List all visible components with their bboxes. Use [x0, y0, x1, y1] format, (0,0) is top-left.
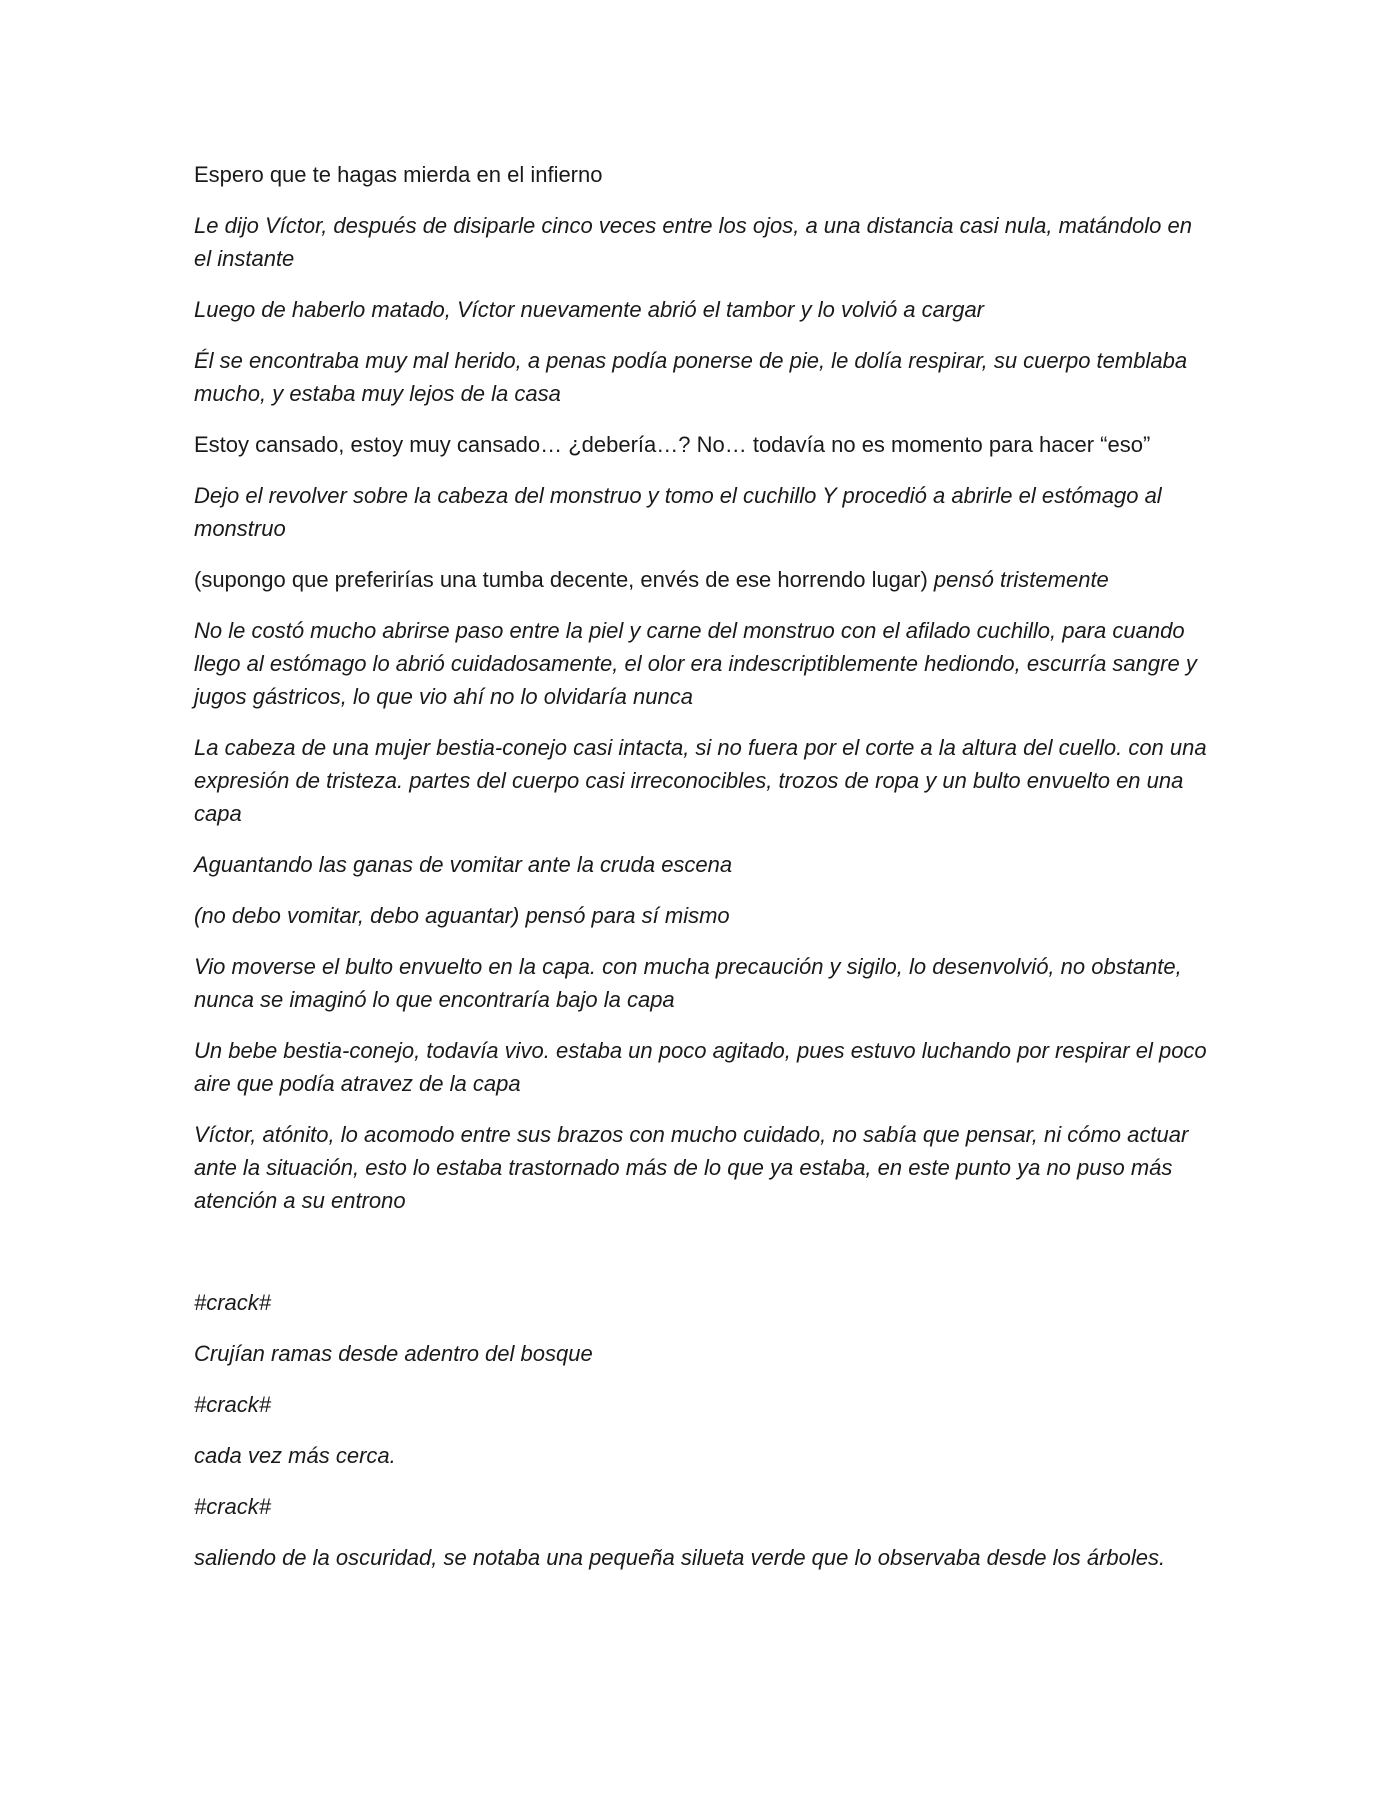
paragraph: Luego de haberlo matado, Víctor nuevamente abrió el tambor y lo volvió a cargar [194, 297, 985, 322]
paragraph: Espero que te hagas mierda en el infierno [194, 162, 603, 187]
paragraph: Un bebe bestia-conejo, todavía vivo. estaba un poco agitado, pues estuvo luchando por respirar el poco aire que podía atravez de la capa [194, 1038, 1207, 1096]
paragraph: cada vez más cerca. [194, 1443, 396, 1468]
paragraph: Vio moverse el bulto envuelto en la capa. con mucha precaución y sigilo, lo desenvolvió, no obstante, nunca se imaginó lo que encontraría bajo la capa [194, 954, 1182, 1012]
paragraph: #crack# [194, 1290, 272, 1315]
paragraph: Víctor, atónito, lo acomodo entre sus brazos con mucho cuidado, no sabía que pensar, ni cómo actuar ante la situación, esto lo estaba trastornado más de lo que ya estaba, en este punto ya no puso más atención a su entrono [194, 1122, 1189, 1213]
paragraph-normal-part: (supongo que preferirías una tumba decente, envés de ese horrendo lugar) [194, 567, 934, 592]
paragraph: Estoy cansado, estoy muy cansado… ¿debería…? No… todavía no es momento para hacer “eso” [194, 432, 1151, 457]
paragraph: Él se encontraba muy mal herido, a penas podía ponerse de pie, le dolía respirar, su cuerpo temblaba mucho, y estaba muy lejos de la casa [194, 348, 1188, 406]
mixed-paragraph [194, 563, 1214, 596]
document-body [194, 158, 1214, 1592]
paragraph: Aguantando las ganas de vomitar ante la cruda escena [194, 852, 733, 877]
paragraph: #crack# [194, 1392, 272, 1417]
paragraph: (no debo vomitar, debo aguantar) pensó para sí mismo [194, 903, 730, 928]
blank-line [194, 1235, 1214, 1286]
paragraph: Le dijo Víctor, después de disiparle cinco veces entre los ojos, a una distancia casi nula, matándolo en el instante [194, 213, 1192, 271]
paragraph: Dejo el revolver sobre la cabeza del monstruo y tomo el cuchillo Y procedió a abrirle el estómago al monstruo [194, 483, 1162, 541]
paragraph: La cabeza de una mujer bestia-conejo casi intacta, si no fuera por el corte a la altura del cuello. con una expresión de tristeza. partes del cuerpo casi irreconocibles, trozos de ropa y un bulto envuelto en una capa [194, 735, 1207, 826]
paragraph: #crack# [194, 1494, 272, 1519]
paragraph: No le costó mucho abrirse paso entre la piel y carne del monstruo con el afilado cuchillo, para cuando llego al estómago lo abrió cuidadosamente, el olor era indescriptiblemente hediondo, escurría sangre y jugos gástricos, lo que vio ahí no lo olvidaría nunca [194, 618, 1197, 709]
paragraph: saliendo de la oscuridad, se notaba una pequeña silueta verde que lo observaba desde los árboles. [194, 1545, 1166, 1570]
paragraph: Crujían ramas desde adentro del bosque [194, 1341, 593, 1366]
paragraph-italic-part: pensó tristemente [933, 567, 1109, 592]
